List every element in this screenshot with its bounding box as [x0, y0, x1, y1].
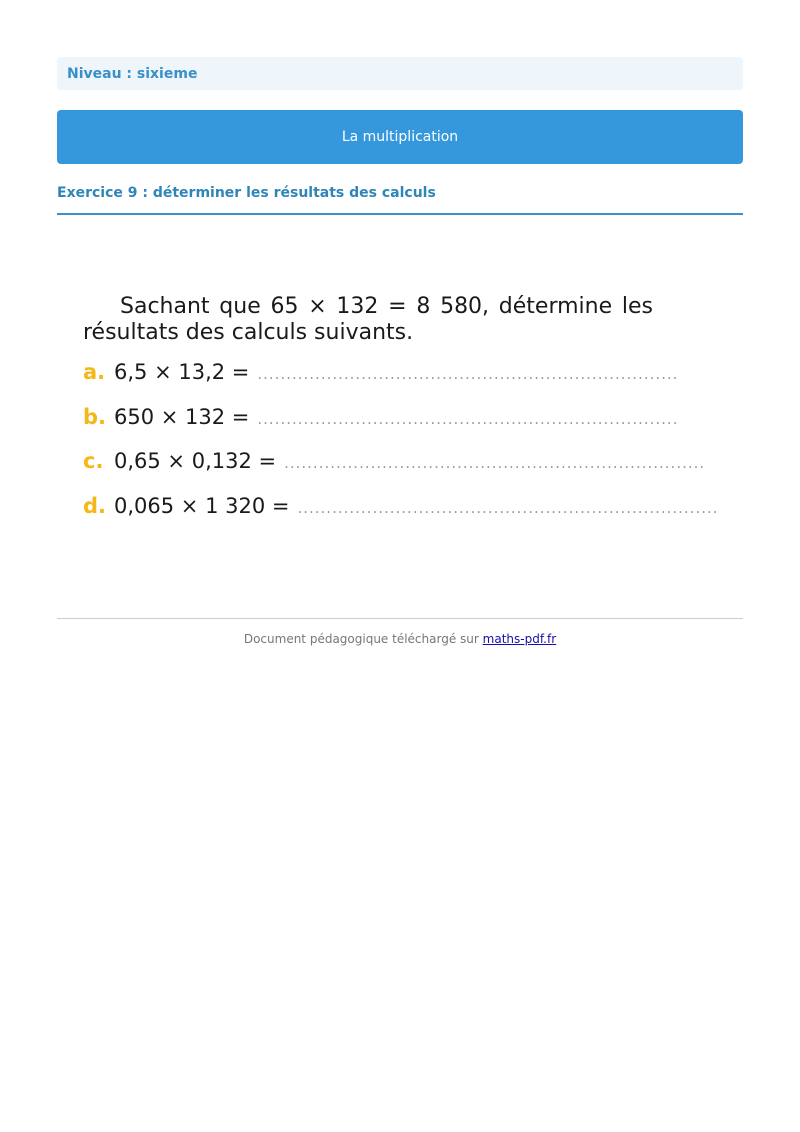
- exercise-heading: Exercice 9 : déterminer les résultats des calculs: [57, 185, 743, 215]
- calc-expression: 650 × 132 =: [114, 404, 250, 429]
- level-label: Niveau : sixieme: [57, 57, 743, 90]
- answer-blank[interactable]: .........................................................................: [257, 365, 679, 383]
- answer-blank[interactable]: .........................................................................: [284, 454, 706, 472]
- calc-expression: 0,065 × 1 320 =: [114, 493, 290, 518]
- footer: [57, 632, 743, 646]
- title-banner: [57, 110, 743, 164]
- calc-item-d: [83, 493, 719, 539]
- calc-letter: d.: [83, 493, 107, 518]
- footer-text: Document pédagogique téléchargé sur: [243, 632, 479, 646]
- answer-blank[interactable]: .........................................................................: [257, 409, 679, 428]
- calc-letter: c.: [83, 449, 104, 473]
- calc-expression: 6,5 × 13,2 =: [114, 360, 250, 384]
- footer-link[interactable]: maths-pdf.fr: [482, 632, 557, 646]
- page-title: La multiplication: [341, 129, 459, 145]
- calc-item-b: [83, 404, 679, 450]
- exercise-body: [83, 294, 719, 538]
- footer-divider: [57, 618, 743, 619]
- calc-expression: 0,65 × 0,132 =: [114, 449, 277, 473]
- calc-item-c: [83, 449, 706, 494]
- answer-blank[interactable]: .........................................................................: [297, 498, 719, 517]
- calc-item-a: [83, 360, 679, 405]
- calc-letter: b.: [83, 404, 107, 429]
- calc-letter: a.: [83, 360, 106, 384]
- exercise-intro: Sachant que 65 × 132 = 8 580, détermine les résultats des calculs suivants.: [83, 294, 653, 345]
